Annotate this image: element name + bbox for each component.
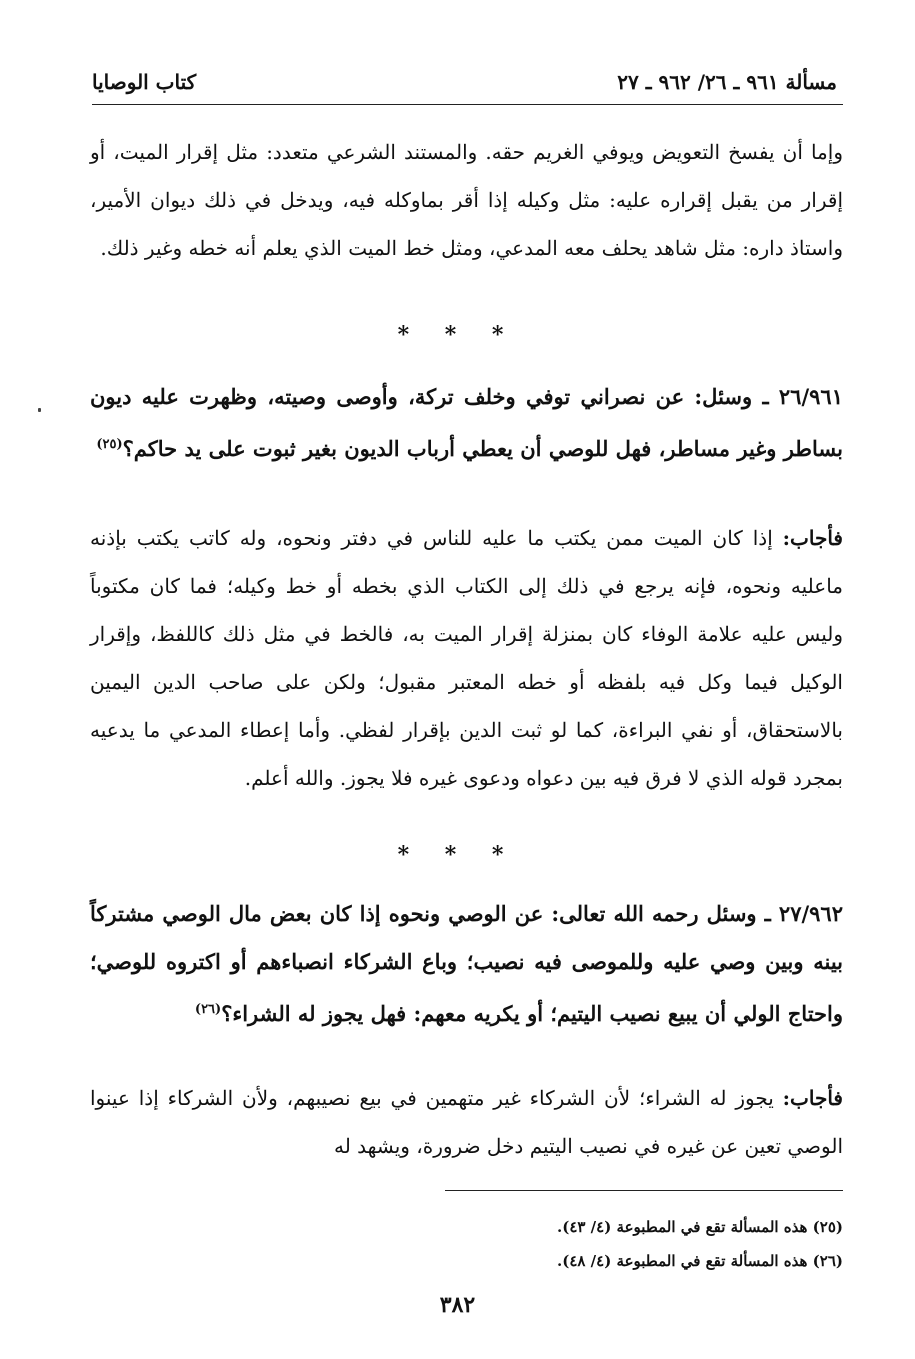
footnote-divider: [445, 1190, 843, 1191]
question-961-number: ٢٦/٩٦١ ـ وسئل:: [694, 384, 843, 409]
answer-962-text: يجوز له الشراء؛ لأن الشركاء غير متهمين في بيع نصيبهم، ولأن الشركاء إذا عينوا الوصي تعين عن غيره في نصيب اليتيم دخل ضرورة، ويشهد له: [90, 1086, 843, 1158]
footnote-25: (٢٥) هذه المسألة تقع في المطبوعة (٤/ ٤٣).: [557, 1218, 843, 1236]
answer-962-lead: فأجاب:: [782, 1086, 843, 1110]
header-divider: [92, 104, 843, 105]
answer-962: [90, 1074, 843, 1170]
footnote-26: (٢٦) هذه المسألة تقع في المطبوعة (٤/ ٤٨).: [557, 1252, 843, 1270]
question-962-text: عن الوصي ونحوه إذا كان بعض مال الوصي مشتركاً بينه وبين وصي عليه وللموصى فيه نصيب؛ وباع الشركاء انصباءهم أو اكتروه للوصي؛ واحتاج الولي أن يبيع نصيب اليتيم؛ أو يكريه معهم: فهل يجوز له الشراء؟: [90, 901, 843, 1026]
continuation-paragraph: وإما أن يفسخ التعويض ويوفي الغريم حقه. والمستند الشرعي متعدد: مثل إقرار الميت، أو إقرار من يقبل إقراره عليه: مثل وكيله إذا أقر بماوكله فيه، ويدخل في ذلك ديوان الأمير، واستاذ داره: مثل شاهد يحلف معه المدعي، ومثل خط الميت الذي يعلم أنه خطه وغير ذلك.: [90, 140, 844, 260]
footnote-ref-25: (٢٥): [96, 437, 123, 452]
scan-speck: [38, 408, 41, 412]
page-number: ٣٨٢: [439, 1292, 476, 1318]
question-962: [90, 890, 843, 1038]
question-961-text: عن نصراني توفي وخلف تركة، وأوصى وصيته، وظهرت عليه ديون بساطر وغير مساطر، فهل للوصي أن يعطي أرباب الديون بغير ثبوت على يد حاكم؟: [90, 384, 843, 461]
question-962-number: ٢٧/٩٦٢ ـ وسئل رحمه الله تعالى:: [551, 901, 843, 926]
footnote-ref-26: (٢٦): [194, 1002, 222, 1017]
answer-961-text: إذا كان الميت ممن يكتب ما عليه للناس في دفتر ونحوه، وله كاتب يكتب بإذنه ماعليه ونحوه، فإنه يرجع في ذلك إلى الكتاب الذي بخطه أو خط وكيله؛ فما كان مكتوباً وليس عليه علامة الوفاء كان بمنزلة إقرار الميت به، فالخط في مثل ذلك كاللفظ، وإقرار الوكيل فيما وكل فيه بلفظه أو خطه المعتبر مقبول؛ ولكن على صاحب الدين اليمين بالاستحقاق، أو نفي البراءة، كما لو ثبت الدين بإقرار لفظي. وأما إعطاء المدعي ما يدعيه بمجرد قوله الذي لا فرق فيه بين دعواه ودعوى غيره فلا يجوز. والله أعلم.: [90, 526, 843, 790]
section-separator-2: * * *: [397, 842, 518, 868]
header-book-title: كتاب الوصايا: [92, 70, 197, 94]
answer-961: [90, 514, 843, 802]
section-separator: * * *: [397, 322, 518, 348]
question-961: [90, 373, 843, 473]
header-issue-range: مسألة ٩٦١ ـ ٢٦/ ٩٦٢ ـ ٢٧: [617, 70, 837, 94]
running-header: [92, 62, 837, 102]
answer-961-lead: فأجاب:: [782, 526, 843, 550]
